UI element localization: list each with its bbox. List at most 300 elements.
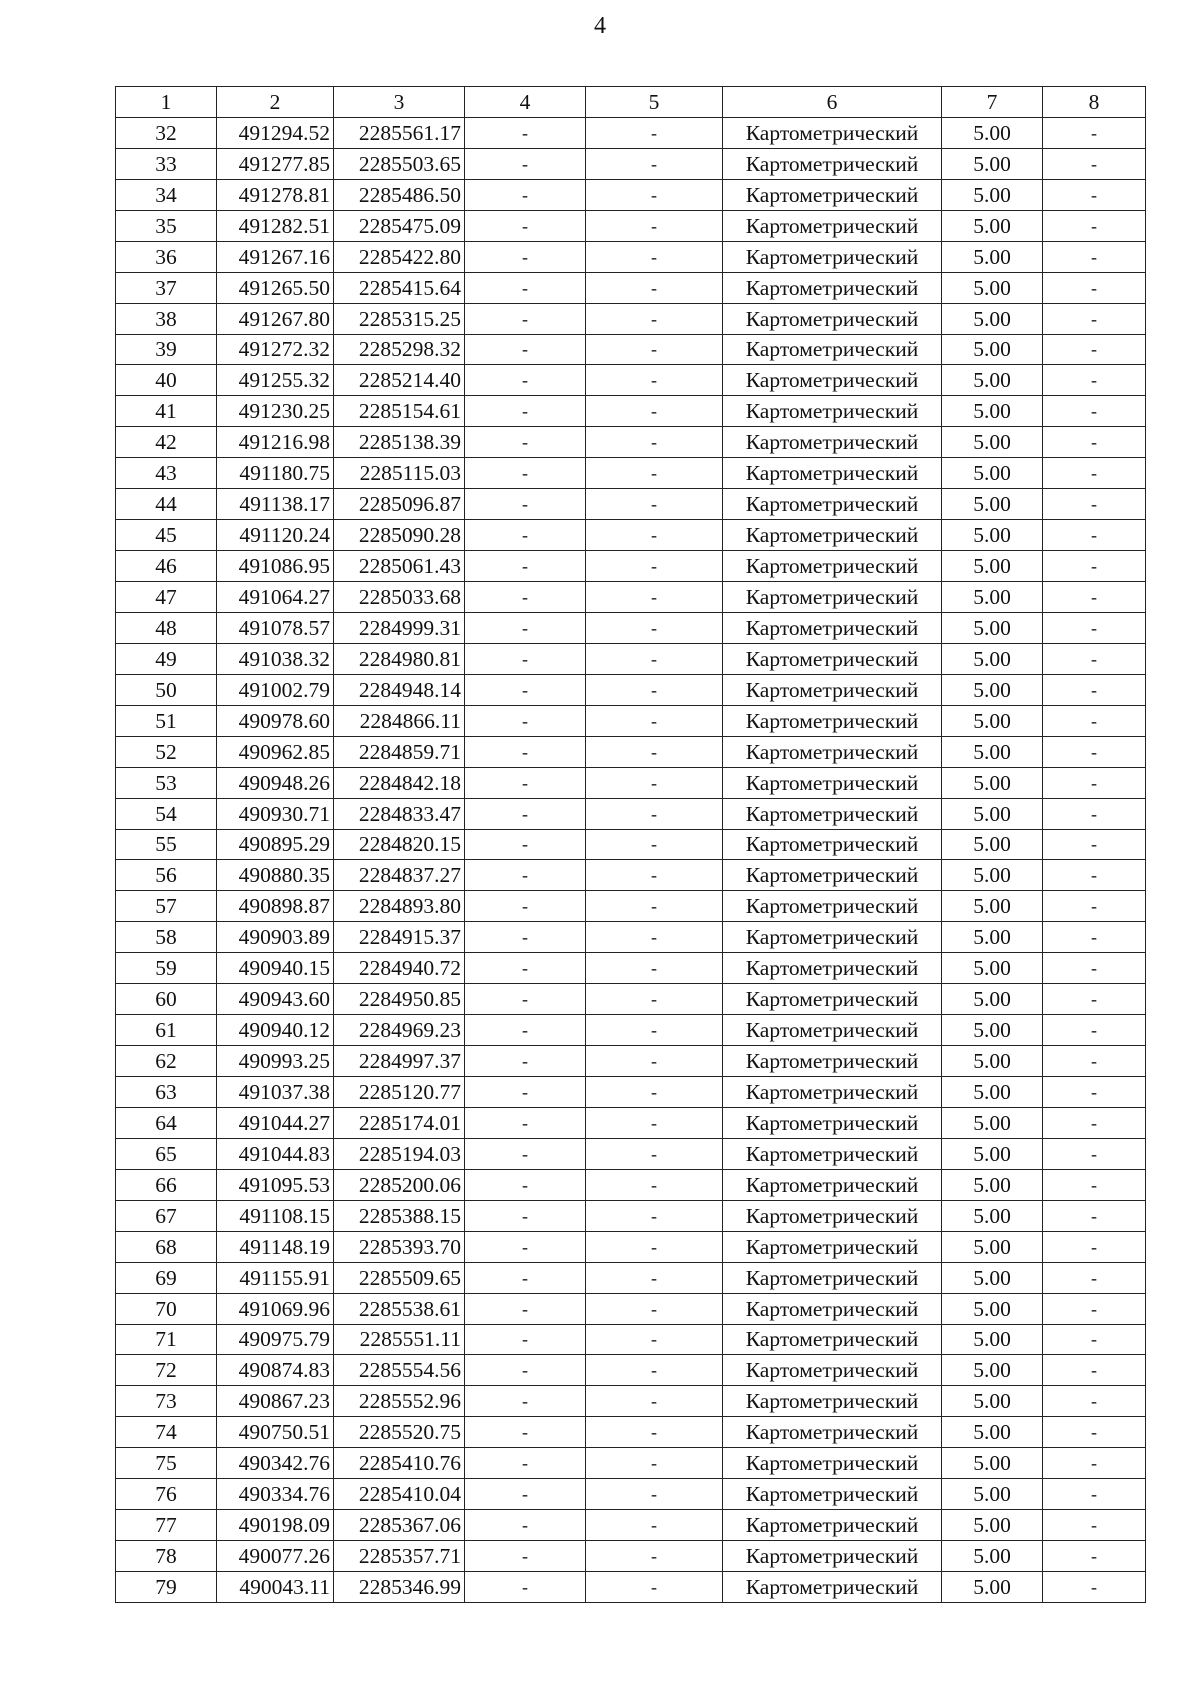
y-coordinate-cell: 2285509.65 <box>334 1262 465 1293</box>
x-coordinate-cell: 490077.26 <box>217 1541 334 1572</box>
method-cell: Картометрический <box>723 427 942 458</box>
method-cell: Картометрический <box>723 458 942 489</box>
col-4-cell: - <box>465 1541 586 1572</box>
accuracy-cell: 5.00 <box>942 1541 1043 1572</box>
point-number-cell: 48 <box>116 612 217 643</box>
col-4-cell: - <box>465 148 586 179</box>
col-5-cell: - <box>586 1169 723 1200</box>
table-row <box>116 1448 1146 1479</box>
col-4-cell: - <box>465 891 586 922</box>
point-number-cell: 38 <box>116 303 217 334</box>
coordinates-table <box>115 86 1146 1603</box>
col-4-cell: - <box>465 303 586 334</box>
col-8-cell: - <box>1043 427 1146 458</box>
method-cell: Картометрический <box>723 551 942 582</box>
point-number-cell: 32 <box>116 117 217 148</box>
y-coordinate-cell: 2284833.47 <box>334 798 465 829</box>
table-row <box>116 767 1146 798</box>
col-4-cell: - <box>465 179 586 210</box>
accuracy-cell: 5.00 <box>942 396 1043 427</box>
method-cell: Картометрический <box>723 582 942 613</box>
x-coordinate-cell: 491267.16 <box>217 241 334 272</box>
y-coordinate-cell: 2284969.23 <box>334 1015 465 1046</box>
method-cell: Картометрический <box>723 489 942 520</box>
point-number-cell: 59 <box>116 953 217 984</box>
table-row <box>116 922 1146 953</box>
point-number-cell: 72 <box>116 1355 217 1386</box>
accuracy-cell: 5.00 <box>942 1510 1043 1541</box>
y-coordinate-cell: 2285552.96 <box>334 1386 465 1417</box>
y-coordinate-cell: 2285367.06 <box>334 1510 465 1541</box>
col-4-cell: - <box>465 334 586 365</box>
method-cell: Картометрический <box>723 705 942 736</box>
y-coordinate-cell: 2285115.03 <box>334 458 465 489</box>
x-coordinate-cell: 490880.35 <box>217 860 334 891</box>
table-row <box>116 117 1146 148</box>
column-header-5: 5 <box>586 87 723 118</box>
y-coordinate-cell: 2285503.65 <box>334 148 465 179</box>
col-8-cell: - <box>1043 891 1146 922</box>
point-number-cell: 39 <box>116 334 217 365</box>
method-cell: Картометрический <box>723 272 942 303</box>
method-cell: Картометрический <box>723 1015 942 1046</box>
col-4-cell: - <box>465 1107 586 1138</box>
col-5-cell: - <box>586 736 723 767</box>
table-row <box>116 365 1146 396</box>
y-coordinate-cell: 2285410.04 <box>334 1479 465 1510</box>
y-coordinate-cell: 2284950.85 <box>334 984 465 1015</box>
col-5-cell: - <box>586 582 723 613</box>
table-row <box>116 953 1146 984</box>
table-row <box>116 489 1146 520</box>
x-coordinate-cell: 491265.50 <box>217 272 334 303</box>
col-5-cell: - <box>586 922 723 953</box>
col-4-cell: - <box>465 489 586 520</box>
table-row <box>116 1541 1146 1572</box>
y-coordinate-cell: 2285357.71 <box>334 1541 465 1572</box>
accuracy-cell: 5.00 <box>942 520 1043 551</box>
point-number-cell: 46 <box>116 551 217 582</box>
col-5-cell: - <box>586 1015 723 1046</box>
x-coordinate-cell: 490943.60 <box>217 984 334 1015</box>
col-5-cell: - <box>586 396 723 427</box>
point-number-cell: 76 <box>116 1479 217 1510</box>
method-cell: Картометрический <box>723 860 942 891</box>
col-8-cell: - <box>1043 860 1146 891</box>
col-4-cell: - <box>465 1262 586 1293</box>
accuracy-cell: 5.00 <box>942 705 1043 736</box>
col-8-cell: - <box>1043 210 1146 241</box>
col-5-cell: - <box>586 1417 723 1448</box>
point-number-cell: 41 <box>116 396 217 427</box>
accuracy-cell: 5.00 <box>942 551 1043 582</box>
column-header-2: 2 <box>217 87 334 118</box>
y-coordinate-cell: 2285096.87 <box>334 489 465 520</box>
table-row <box>116 1293 1146 1324</box>
x-coordinate-cell: 491002.79 <box>217 674 334 705</box>
col-8-cell: - <box>1043 1200 1146 1231</box>
col-4-cell: - <box>465 612 586 643</box>
col-8-cell: - <box>1043 1169 1146 1200</box>
accuracy-cell: 5.00 <box>942 582 1043 613</box>
col-4-cell: - <box>465 984 586 1015</box>
col-4-cell: - <box>465 1386 586 1417</box>
table-row <box>116 1324 1146 1355</box>
accuracy-cell: 5.00 <box>942 922 1043 953</box>
accuracy-cell: 5.00 <box>942 303 1043 334</box>
table-header <box>116 87 1146 118</box>
col-8-cell: - <box>1043 334 1146 365</box>
col-5-cell: - <box>586 643 723 674</box>
y-coordinate-cell: 2284980.81 <box>334 643 465 674</box>
col-8-cell: - <box>1043 1046 1146 1077</box>
method-cell: Картометрический <box>723 303 942 334</box>
x-coordinate-cell: 491278.81 <box>217 179 334 210</box>
col-8-cell: - <box>1043 1077 1146 1108</box>
col-4-cell: - <box>465 1077 586 1108</box>
x-coordinate-cell: 490993.25 <box>217 1046 334 1077</box>
col-8-cell: - <box>1043 736 1146 767</box>
col-5-cell: - <box>586 272 723 303</box>
col-8-cell: - <box>1043 767 1146 798</box>
accuracy-cell: 5.00 <box>942 1417 1043 1448</box>
accuracy-cell: 5.00 <box>942 1448 1043 1479</box>
col-5-cell: - <box>586 1572 723 1603</box>
col-5-cell: - <box>586 705 723 736</box>
accuracy-cell: 5.00 <box>942 1200 1043 1231</box>
col-8-cell: - <box>1043 582 1146 613</box>
table-row <box>116 1107 1146 1138</box>
point-number-cell: 52 <box>116 736 217 767</box>
table-row <box>116 1200 1146 1231</box>
col-8-cell: - <box>1043 1448 1146 1479</box>
y-coordinate-cell: 2284866.11 <box>334 705 465 736</box>
col-5-cell: - <box>586 427 723 458</box>
accuracy-cell: 5.00 <box>942 767 1043 798</box>
y-coordinate-cell: 2285475.09 <box>334 210 465 241</box>
col-8-cell: - <box>1043 1386 1146 1417</box>
y-coordinate-cell: 2285561.17 <box>334 117 465 148</box>
method-cell: Картометрический <box>723 643 942 674</box>
y-coordinate-cell: 2284837.27 <box>334 860 465 891</box>
x-coordinate-cell: 491267.80 <box>217 303 334 334</box>
y-coordinate-cell: 2284859.71 <box>334 736 465 767</box>
table-row <box>116 520 1146 551</box>
table-row <box>116 1262 1146 1293</box>
col-4-cell: - <box>465 953 586 984</box>
col-8-cell: - <box>1043 1107 1146 1138</box>
x-coordinate-cell: 490940.15 <box>217 953 334 984</box>
point-number-cell: 49 <box>116 643 217 674</box>
table-row <box>116 891 1146 922</box>
method-cell: Картометрический <box>723 1448 942 1479</box>
col-4-cell: - <box>465 582 586 613</box>
point-number-cell: 58 <box>116 922 217 953</box>
col-4-cell: - <box>465 767 586 798</box>
y-coordinate-cell: 2284842.18 <box>334 767 465 798</box>
col-4-cell: - <box>465 1417 586 1448</box>
method-cell: Картометрический <box>723 1231 942 1262</box>
col-4-cell: - <box>465 458 586 489</box>
point-number-cell: 69 <box>116 1262 217 1293</box>
y-coordinate-cell: 2284997.37 <box>334 1046 465 1077</box>
accuracy-cell: 5.00 <box>942 210 1043 241</box>
method-cell: Картометрический <box>723 1262 942 1293</box>
y-coordinate-cell: 2285520.75 <box>334 1417 465 1448</box>
point-number-cell: 68 <box>116 1231 217 1262</box>
table-row <box>116 272 1146 303</box>
accuracy-cell: 5.00 <box>942 891 1043 922</box>
x-coordinate-cell: 491038.32 <box>217 643 334 674</box>
col-5-cell: - <box>586 798 723 829</box>
accuracy-cell: 5.00 <box>942 1262 1043 1293</box>
point-number-cell: 47 <box>116 582 217 613</box>
y-coordinate-cell: 2285388.15 <box>334 1200 465 1231</box>
col-4-cell: - <box>465 1200 586 1231</box>
col-4-cell: - <box>465 1169 586 1200</box>
method-cell: Картометрический <box>723 1169 942 1200</box>
col-4-cell: - <box>465 860 586 891</box>
x-coordinate-cell: 490940.12 <box>217 1015 334 1046</box>
col-4-cell: - <box>465 643 586 674</box>
method-cell: Картометрический <box>723 334 942 365</box>
method-cell: Картометрический <box>723 829 942 860</box>
col-4-cell: - <box>465 1293 586 1324</box>
accuracy-cell: 5.00 <box>942 1355 1043 1386</box>
table-row <box>116 148 1146 179</box>
col-5-cell: - <box>586 179 723 210</box>
accuracy-cell: 5.00 <box>942 1107 1043 1138</box>
col-8-cell: - <box>1043 1231 1146 1262</box>
accuracy-cell: 5.00 <box>942 1572 1043 1603</box>
col-5-cell: - <box>586 1138 723 1169</box>
table-row <box>116 798 1146 829</box>
col-4-cell: - <box>465 117 586 148</box>
col-8-cell: - <box>1043 458 1146 489</box>
col-5-cell: - <box>586 1355 723 1386</box>
accuracy-cell: 5.00 <box>942 427 1043 458</box>
col-8-cell: - <box>1043 551 1146 582</box>
x-coordinate-cell: 490978.60 <box>217 705 334 736</box>
point-number-cell: 64 <box>116 1107 217 1138</box>
col-4-cell: - <box>465 1324 586 1355</box>
x-coordinate-cell: 491148.19 <box>217 1231 334 1262</box>
method-cell: Картометрический <box>723 520 942 551</box>
y-coordinate-cell: 2285551.11 <box>334 1324 465 1355</box>
y-coordinate-cell: 2284893.80 <box>334 891 465 922</box>
col-8-cell: - <box>1043 674 1146 705</box>
x-coordinate-cell: 491272.32 <box>217 334 334 365</box>
table-row <box>116 179 1146 210</box>
table-row <box>116 1015 1146 1046</box>
method-cell: Картометрический <box>723 1386 942 1417</box>
method-cell: Картометрический <box>723 396 942 427</box>
y-coordinate-cell: 2284915.37 <box>334 922 465 953</box>
y-coordinate-cell: 2285033.68 <box>334 582 465 613</box>
accuracy-cell: 5.00 <box>942 1169 1043 1200</box>
x-coordinate-cell: 491044.83 <box>217 1138 334 1169</box>
col-8-cell: - <box>1043 1138 1146 1169</box>
table-row <box>116 674 1146 705</box>
y-coordinate-cell: 2285315.25 <box>334 303 465 334</box>
point-number-cell: 67 <box>116 1200 217 1231</box>
col-5-cell: - <box>586 1479 723 1510</box>
method-cell: Картометрический <box>723 1324 942 1355</box>
accuracy-cell: 5.00 <box>942 736 1043 767</box>
point-number-cell: 71 <box>116 1324 217 1355</box>
x-coordinate-cell: 490962.85 <box>217 736 334 767</box>
x-coordinate-cell: 491095.53 <box>217 1169 334 1200</box>
method-cell: Картометрический <box>723 736 942 767</box>
col-5-cell: - <box>586 210 723 241</box>
x-coordinate-cell: 490198.09 <box>217 1510 334 1541</box>
col-8-cell: - <box>1043 1262 1146 1293</box>
column-header-7: 7 <box>942 87 1043 118</box>
point-number-cell: 78 <box>116 1541 217 1572</box>
method-cell: Картометрический <box>723 1541 942 1572</box>
method-cell: Картометрический <box>723 1138 942 1169</box>
page-number: 4 <box>594 13 606 39</box>
y-coordinate-cell: 2285298.32 <box>334 334 465 365</box>
col-5-cell: - <box>586 1077 723 1108</box>
col-5-cell: - <box>586 1046 723 1077</box>
table-row <box>116 643 1146 674</box>
col-5-cell: - <box>586 241 723 272</box>
y-coordinate-cell: 2285090.28 <box>334 520 465 551</box>
accuracy-cell: 5.00 <box>942 1015 1043 1046</box>
point-number-cell: 75 <box>116 1448 217 1479</box>
y-coordinate-cell: 2285061.43 <box>334 551 465 582</box>
col-4-cell: - <box>465 736 586 767</box>
column-header-6: 6 <box>723 87 942 118</box>
point-number-cell: 40 <box>116 365 217 396</box>
point-number-cell: 70 <box>116 1293 217 1324</box>
table-row <box>116 1417 1146 1448</box>
accuracy-cell: 5.00 <box>942 1077 1043 1108</box>
point-number-cell: 62 <box>116 1046 217 1077</box>
x-coordinate-cell: 491282.51 <box>217 210 334 241</box>
col-5-cell: - <box>586 829 723 860</box>
x-coordinate-cell: 490930.71 <box>217 798 334 829</box>
accuracy-cell: 5.00 <box>942 798 1043 829</box>
col-8-cell: - <box>1043 1355 1146 1386</box>
y-coordinate-cell: 2285200.06 <box>334 1169 465 1200</box>
y-coordinate-cell: 2285415.64 <box>334 272 465 303</box>
point-number-cell: 37 <box>116 272 217 303</box>
method-cell: Картометрический <box>723 148 942 179</box>
method-cell: Картометрический <box>723 891 942 922</box>
x-coordinate-cell: 491180.75 <box>217 458 334 489</box>
method-cell: Картометрический <box>723 1046 942 1077</box>
x-coordinate-cell: 491086.95 <box>217 551 334 582</box>
col-8-cell: - <box>1043 922 1146 953</box>
col-5-cell: - <box>586 1448 723 1479</box>
x-coordinate-cell: 491120.24 <box>217 520 334 551</box>
col-4-cell: - <box>465 272 586 303</box>
x-coordinate-cell: 491138.17 <box>217 489 334 520</box>
method-cell: Картометрический <box>723 1200 942 1231</box>
col-8-cell: - <box>1043 798 1146 829</box>
col-5-cell: - <box>586 148 723 179</box>
col-5-cell: - <box>586 1510 723 1541</box>
point-number-cell: 79 <box>116 1572 217 1603</box>
col-8-cell: - <box>1043 179 1146 210</box>
x-coordinate-cell: 490867.23 <box>217 1386 334 1417</box>
y-coordinate-cell: 2285346.99 <box>334 1572 465 1603</box>
y-coordinate-cell: 2285554.56 <box>334 1355 465 1386</box>
col-4-cell: - <box>465 674 586 705</box>
table-row <box>116 303 1146 334</box>
accuracy-cell: 5.00 <box>942 984 1043 1015</box>
accuracy-cell: 5.00 <box>942 674 1043 705</box>
x-coordinate-cell: 490903.89 <box>217 922 334 953</box>
col-4-cell: - <box>465 210 586 241</box>
point-number-cell: 66 <box>116 1169 217 1200</box>
table-row <box>116 612 1146 643</box>
col-8-cell: - <box>1043 396 1146 427</box>
table-row <box>116 1386 1146 1417</box>
method-cell: Картометрический <box>723 922 942 953</box>
table-row <box>116 427 1146 458</box>
col-5-cell: - <box>586 1541 723 1572</box>
y-coordinate-cell: 2284999.31 <box>334 612 465 643</box>
point-number-cell: 36 <box>116 241 217 272</box>
table-row <box>116 210 1146 241</box>
point-number-cell: 43 <box>116 458 217 489</box>
x-coordinate-cell: 490898.87 <box>217 891 334 922</box>
table-row <box>116 1510 1146 1541</box>
accuracy-cell: 5.00 <box>942 272 1043 303</box>
accuracy-cell: 5.00 <box>942 1138 1043 1169</box>
col-8-cell: - <box>1043 1015 1146 1046</box>
col-8-cell: - <box>1043 1479 1146 1510</box>
x-coordinate-cell: 490334.76 <box>217 1479 334 1510</box>
table-row <box>116 1138 1146 1169</box>
col-4-cell: - <box>465 1015 586 1046</box>
col-5-cell: - <box>586 117 723 148</box>
accuracy-cell: 5.00 <box>942 148 1043 179</box>
x-coordinate-cell: 491108.15 <box>217 1200 334 1231</box>
col-4-cell: - <box>465 241 586 272</box>
col-8-cell: - <box>1043 1417 1146 1448</box>
method-cell: Картометрический <box>723 1355 942 1386</box>
table-row <box>116 829 1146 860</box>
col-4-cell: - <box>465 1448 586 1479</box>
table-row <box>116 396 1146 427</box>
col-8-cell: - <box>1043 303 1146 334</box>
table-row <box>116 551 1146 582</box>
table-body <box>116 117 1146 1602</box>
point-number-cell: 33 <box>116 148 217 179</box>
col-8-cell: - <box>1043 612 1146 643</box>
header-row <box>116 87 1146 118</box>
point-number-cell: 53 <box>116 767 217 798</box>
point-number-cell: 44 <box>116 489 217 520</box>
point-number-cell: 34 <box>116 179 217 210</box>
col-4-cell: - <box>465 365 586 396</box>
y-coordinate-cell: 2284940.72 <box>334 953 465 984</box>
col-5-cell: - <box>586 303 723 334</box>
col-8-cell: - <box>1043 365 1146 396</box>
accuracy-cell: 5.00 <box>942 1479 1043 1510</box>
y-coordinate-cell: 2284820.15 <box>334 829 465 860</box>
accuracy-cell: 5.00 <box>942 1324 1043 1355</box>
accuracy-cell: 5.00 <box>942 953 1043 984</box>
table-row <box>116 458 1146 489</box>
x-coordinate-cell: 491078.57 <box>217 612 334 643</box>
method-cell: Картометрический <box>723 210 942 241</box>
col-5-cell: - <box>586 767 723 798</box>
